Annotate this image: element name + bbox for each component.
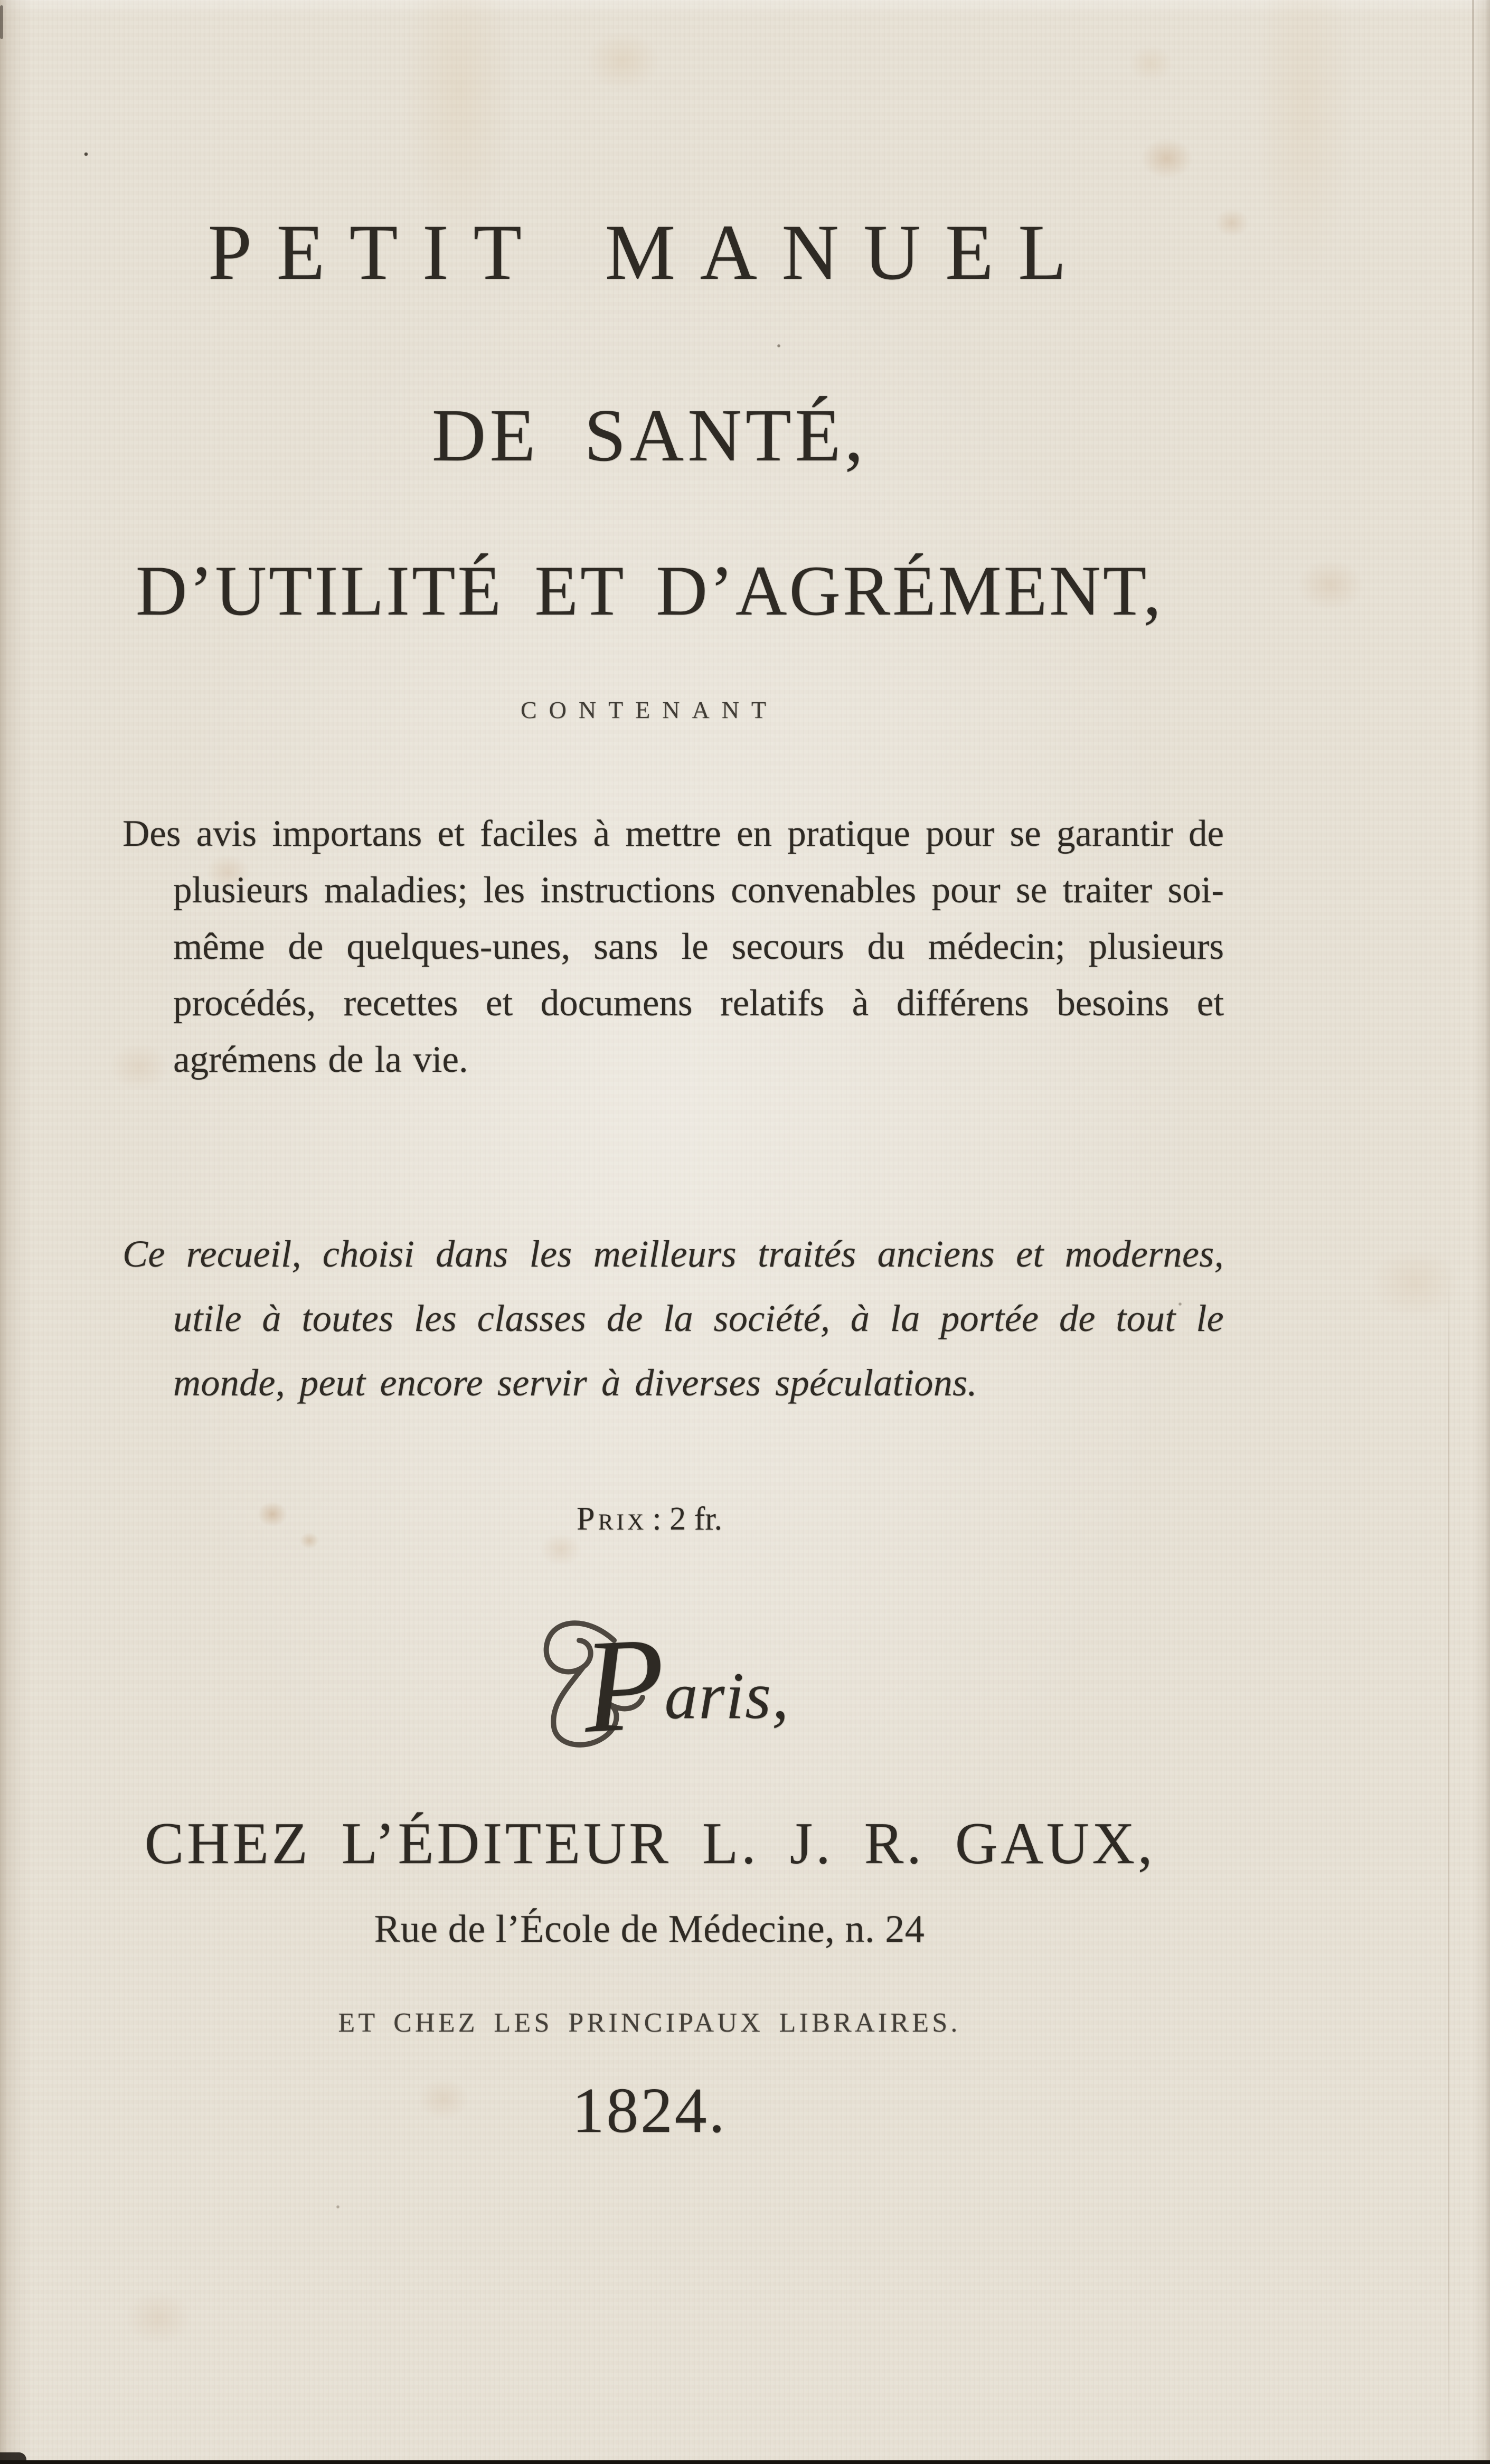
address-line: Rue de l’École de Médecine, n. 24 [374, 1908, 925, 1951]
price-value: : 2 fr. [652, 1501, 722, 1537]
paper-crease-top [1472, 0, 1474, 660]
price-line [121, 1500, 1177, 1538]
place-rest: aris, [664, 1659, 790, 1733]
summary-paragraph-roman: Des avis importans et faciles à mettre en pratique pour se garantir de plusieurs maladies; les instructions convenables pour se traiter soi-même de quelques-unes, sans le secours du médecin; plusieurs procédés, recettes et documens relatifs à différens besoins et agrémens de la vie. [122, 813, 1224, 1080]
place-initial-wrap [579, 1609, 668, 1761]
summary-paragraph-italic: Ce recueil, choisi dans les meilleurs traités anciens et modernes, utile à toutes les classes de la société, à la portée de tout le monde, peut encore servir à diverses spéculations. [122, 1233, 1224, 1404]
publisher-line: CHEZ L’ÉDITEUR L. J. R. GAUX, [144, 1811, 1156, 1876]
booksellers-line: ET CHEZ LES PRINCIPAUX LIBRAIRES. [338, 2008, 961, 2038]
price-label: Prix [577, 1501, 647, 1537]
year-line: 1824. [572, 2075, 727, 2146]
binding-mark-top-left [0, 5, 3, 39]
book-title-line3: D’UTILITÉ ET D’AGRÉMENT, [135, 552, 1164, 630]
scan-edge-bottom [0, 2460, 1490, 2464]
place-initial-letter: P [579, 1609, 668, 1761]
book-title-line1: PETIT MANUEL [208, 209, 1091, 296]
contenant-heading: CONTENANT [520, 696, 779, 723]
book-title-line2: DE SANTÉ, [431, 393, 867, 477]
place-line [121, 1609, 1177, 1761]
paper-crease [1448, 1267, 1449, 2460]
